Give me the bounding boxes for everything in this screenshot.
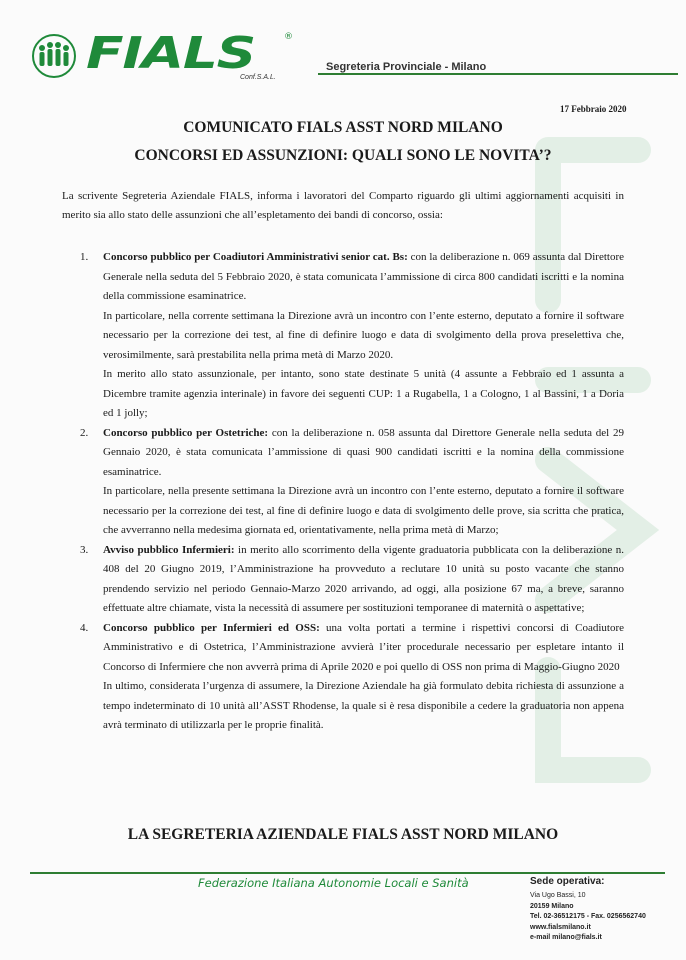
address-line: Via Ugo Bassi, 10 (530, 892, 586, 899)
footer-divider (30, 872, 665, 874)
item-heading: Concorso pubblico per Infermieri ed OSS: (103, 621, 320, 634)
intro-paragraph: La scrivente Segreteria Aziendale FIALS, informa i lavoratori del Comparto riguardo gli ultimi aggiornamenti acquisiti in merito sia allo stato delle assunzioni che all’espletamento dei bandi di concorso, ossia: (62, 190, 624, 221)
city-line: 20159 Milano (530, 902, 574, 910)
phone-line: Tel. 02-36512175 - Fax. 0256562740 (530, 913, 646, 920)
item-paragraph: In particolare, nella corrente settimana la Direzione avrà un incontro con l’ente esterno, deputato a fornire il software necessario per la correzione dei test, al fine di definire luogo e data di svolgimento della prova preselettiva che, verosimilmente, sarà prestabilita nella prima metà di Marzo 2020. (103, 309, 624, 361)
item-text: in merito allo scorrimento della vigente graduatoria pubblicata con la deliberazione n. 408 del 20 Giugno 2019, l’Amministrazione ha provveduto a reclutare 10 unità su posto vacante che stanno prendendo servizio nel periodo Gennaio-Marzo 2020 arrivando, ad oggi, alla posizione 67 ma, a breve, saranno effettuate altre chiamate, vista la necessità di assumere per sostituzioni temporanee di maternità o aspettative; (103, 543, 624, 614)
logo-subtitle: Conf.S.A.L. (240, 74, 276, 81)
item-number: 2. (80, 426, 89, 439)
item-heading: Concorso pubblico per Ostetriche: (103, 426, 269, 439)
header-divider (318, 73, 678, 75)
item-text: con la deliberazione n. 058 assunta dal Direttore Generale nella seduta del 29 Gennaio 2020, è stata comunicata l’ammissione di quasi 900 candidati iscritti e la nomina della commissione esaminatrice. (103, 426, 624, 478)
registered-mark: ® (284, 32, 293, 42)
item-text: con la deliberazione n. 069 assunta dal Direttore Generale nella seduta del 5 Febbraio 2020, è stata comunicata l’ammissione di circa 800 candidati iscritti e la nomina della commissione esaminatrice. (103, 251, 625, 302)
fials-logo (30, 30, 310, 82)
item-paragraph (103, 248, 624, 307)
website-link[interactable]: www.fialsmilano.it (530, 923, 591, 931)
item-paragraph: In particolare, nella presente settimana la Direzione avrà un incontro con l’ente esterno, deputato a fornire il software necessario per la correzione dei test, al fine di definire luogo e data di svolgimento delle prove, sia scritta che pratica, che avverranno nella medesima giornata ed, orientativamente, nella prima metà di Marzo; (103, 485, 624, 536)
document-subtitle: CONCORSI ED ASSUNZIONI: QUALI SONO LE NOVITA’? (134, 147, 552, 164)
document-title: COMUNICATO FIALS ASST NORD MILANO (183, 119, 503, 136)
list-item (80, 248, 624, 424)
item-heading: Avviso pubblico Infermieri: (103, 543, 235, 556)
federation-name: Federazione Italiana Autonomie Locali e Sanità (198, 876, 469, 890)
item-paragraph (103, 424, 624, 483)
item-number: 3. (80, 543, 89, 556)
closing-signature: LA SEGRETERIA AZIENDALE FIALS ASST NORD MILANO (127, 826, 559, 843)
sede-block (530, 876, 680, 944)
item-text: una volta portati a termine i rispettivi concorsi di Coadiutore Amministrativo e di Ostetrica, l’Amministrazione avvierà l’iter procedurale necessario per espletare intanto il Concorso di Infermiere che non avverrà prima di Aprile 2020 e poi quello di OSS non prima di Maggio-Giugno 2020 (103, 621, 625, 673)
people-icon (30, 34, 82, 78)
list-item (80, 619, 624, 736)
list-item (80, 541, 624, 619)
item-number: 1. (80, 251, 89, 263)
item-paragraph (103, 619, 624, 678)
document-date: 17 Febbraio 2020 (560, 104, 627, 114)
item-paragraph: In ultimo, considerata l’urgenza di assumere, la Direzione Aziendale ha già formulato debita richiesta di assunzione a tempo indeterminato di 10 unità all’ASST Rhodense, la quale si è resa disponibile a cedere la graduatoria non appena avrà terminato di utilizzarla per le proprie finalità. (103, 680, 624, 731)
sede-title: Sede operativa: (530, 876, 605, 887)
segreteria-label: Segreteria Provinciale - Milano (326, 61, 487, 73)
news-list (80, 248, 624, 736)
email-link[interactable]: e-mail milano@fials.it (530, 934, 602, 941)
item-paragraph (103, 541, 624, 619)
list-item (80, 424, 624, 541)
logo-wordmark: FIALS (86, 28, 256, 79)
item-heading: Concorso pubblico per Coadiutori Amministrativi senior cat. Bs: (103, 251, 408, 263)
item-paragraph: In merito allo stato assunzionale, per intanto, sono state destinate 5 unità (4 assunte a Febbraio ed 1 assunta a Dicembre tramite agenzia interinale) in favore dei seguenti CUP: 1 a Rugabella, 1 a Cologno, 1 al Bassini, 1 a Doria ed 1 jolly; (103, 368, 624, 419)
item-number: 4. (80, 621, 89, 634)
